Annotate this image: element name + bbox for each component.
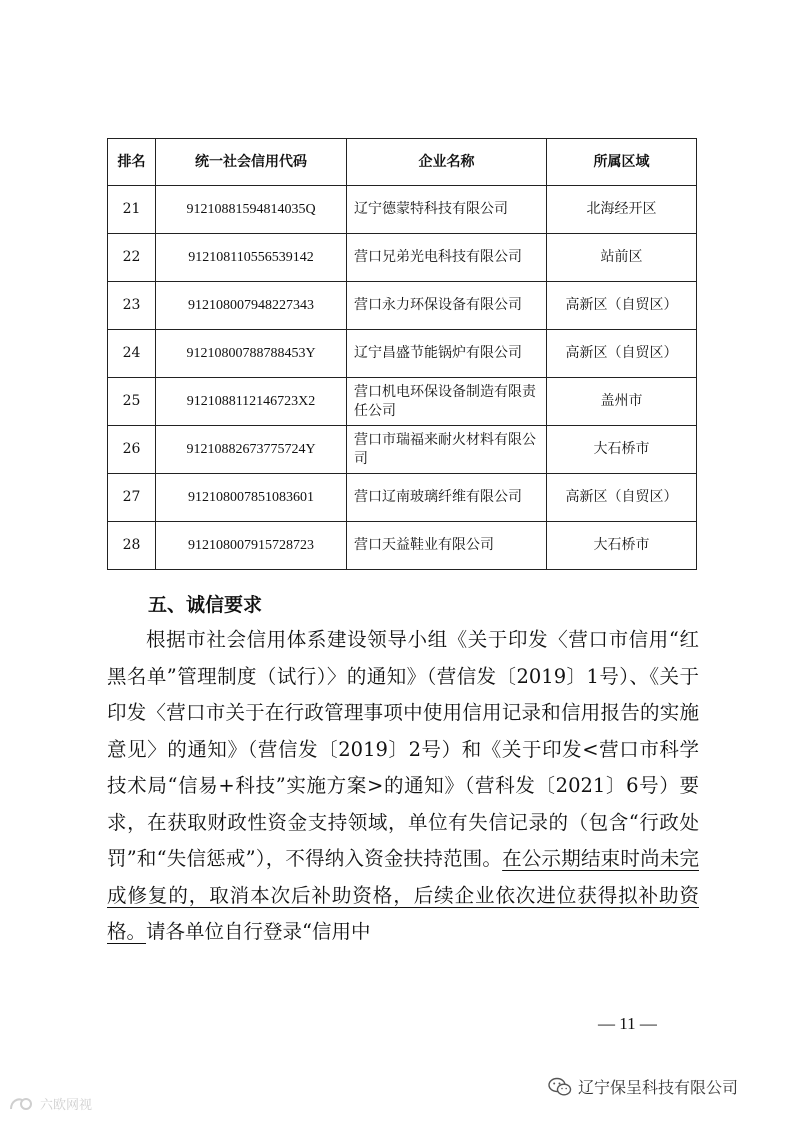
wechat-account-watermark <box>548 1075 738 1098</box>
credit-code-cell: 9121088112146723X2 <box>156 378 347 426</box>
area-cell: 大石桥市 <box>547 522 697 570</box>
header-company-name: 企业名称 <box>347 139 547 186</box>
credit-code-cell: 912108007915728723 <box>156 522 347 570</box>
header-rank: 排名 <box>108 139 156 186</box>
area-cell: 高新区（自贸区） <box>547 330 697 378</box>
table-row <box>108 522 697 570</box>
corner-watermark <box>8 1094 92 1113</box>
area-cell: 高新区（自贸区） <box>547 282 697 330</box>
paragraph-text-after: 请各单位自行登录“信用中 <box>146 920 371 943</box>
rank-cell: 23 <box>108 282 156 330</box>
company-name-cell: 营口永力环保设备有限公司 <box>347 282 547 330</box>
company-name-cell: 营口辽南玻璃纤维有限公司 <box>347 474 547 522</box>
rank-cell: 21 <box>108 186 156 234</box>
rank-cell: 25 <box>108 378 156 426</box>
credit-code-cell: 912108007851083601 <box>156 474 347 522</box>
watermark-text: 六欧网视 <box>40 1098 93 1113</box>
company-name-cell: 辽宁昌盛节能锅炉有限公司 <box>347 330 547 378</box>
table-row <box>108 330 697 378</box>
paragraph-text-before: 根据市社会信用体系建设领导小组《关于印发〈营口市信用“红黑名单”管理制度（试行）〉的通知》（营信发〔2019〕1号）、《关于印发〈营口市关于在行政管理事项中使用信用记录和信用报告的实施意见〉的通知》（营信发〔2019〕2号）和《关于印发<营口市科学技术局“信易+科技”实施方案>的通知》（营科发〔2021〕6号）要求，在获取财政性资金支持领域，单位有失信记录的（包含“行政处罚”和“失信惩戒”），不得纳入资金扶持范围。 <box>107 628 699 870</box>
account-name: 辽宁保呈科技有限公司 <box>578 1078 739 1097</box>
rank-cell: 24 <box>108 330 156 378</box>
area-cell: 站前区 <box>547 234 697 282</box>
area-cell: 大石桥市 <box>547 426 697 474</box>
page-number: — 11 — <box>598 1014 657 1033</box>
company-name-cell: 营口兄弟光电科技有限公司 <box>347 234 547 282</box>
section-heading: 五、诚信要求 <box>148 594 263 616</box>
company-name-cell: 营口机电环保设备制造有限责任公司 <box>347 378 547 426</box>
integrity-requirements-paragraph <box>107 622 699 951</box>
table-row <box>108 474 697 522</box>
company-name-cell: 辽宁德蒙特科技有限公司 <box>347 186 547 234</box>
rank-cell: 27 <box>108 474 156 522</box>
company-name-cell: 营口天益鞋业有限公司 <box>347 522 547 570</box>
header-credit-code: 统一社会信用代码 <box>156 139 347 186</box>
area-cell: 北海经开区 <box>547 186 697 234</box>
ranking-table <box>107 138 697 570</box>
area-cell: 高新区（自贸区） <box>547 474 697 522</box>
credit-code-cell: 91210881594814035Q <box>156 186 347 234</box>
credit-code-cell: 912108007948227343 <box>156 282 347 330</box>
wechat-icon <box>548 1077 572 1097</box>
rank-cell: 22 <box>108 234 156 282</box>
table-row <box>108 234 697 282</box>
header-area: 所属区域 <box>547 139 697 186</box>
table-row <box>108 378 697 426</box>
paragraph-underlined-text: 在公示期结束时尚未完成修复的，取消本次后补助资格，后续企业依次进位获得拟补助资格。 <box>107 847 699 943</box>
rank-cell: 26 <box>108 426 156 474</box>
table-row <box>108 186 697 234</box>
credit-code-cell: 91210800788788453Y <box>156 330 347 378</box>
area-cell: 盖州市 <box>547 378 697 426</box>
credit-code-cell: 912108110556539142 <box>156 234 347 282</box>
watermark-logo-icon <box>8 1095 36 1113</box>
credit-code-cell: 91210882673775724Y <box>156 426 347 474</box>
table-row <box>108 426 697 474</box>
table-row <box>108 282 697 330</box>
table-header-row <box>108 139 697 186</box>
company-name-cell: 营口市瑞福来耐火材料有限公司 <box>347 426 547 474</box>
rank-cell: 28 <box>108 522 156 570</box>
